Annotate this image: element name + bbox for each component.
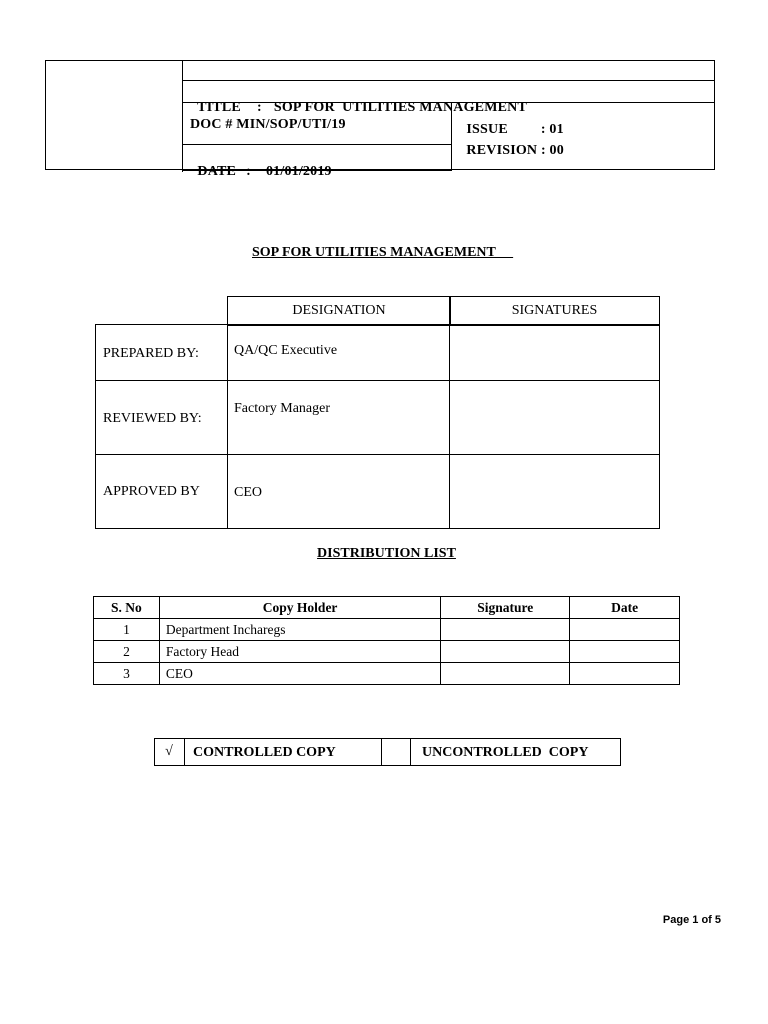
title-row (190, 84, 528, 115)
signature-header: Signature (441, 597, 570, 619)
reviewed-by-designation: Factory Manager (234, 401, 331, 416)
uncontrolled-checkbox (382, 739, 410, 765)
sno-header: S. No (94, 597, 160, 619)
signoff-col-1 (227, 324, 228, 529)
sno-cell: 3 (94, 663, 160, 685)
issue-value: : 01 (540, 122, 564, 137)
signature-cell (441, 663, 570, 685)
signoff-row-rule-2 (95, 454, 660, 455)
prepared-by-label: PREPARED BY: (103, 346, 199, 361)
copy-status-div-3 (410, 738, 411, 766)
date-cell (570, 641, 680, 663)
title-value: SOP FOR UTILITIES MANAGEMENT (273, 100, 528, 115)
designation-header: DESIGNATION (292, 303, 386, 318)
distribution-table (93, 596, 680, 685)
signature-cell (441, 641, 570, 663)
copy-holder-cell: CEO (159, 663, 440, 685)
title-label: TITLE (197, 100, 241, 115)
title-sep: : (256, 100, 262, 115)
date-label: DATE (197, 164, 237, 179)
distribution-heading: DISTRIBUTION LIST (317, 546, 456, 561)
revision-label: REVISION (466, 143, 538, 158)
sno-cell: 1 (94, 619, 160, 641)
table-row (94, 619, 680, 641)
signoff-row-rule-1 (95, 380, 660, 381)
copy-holder-header: Copy Holder (159, 597, 440, 619)
distribution-header-row (94, 597, 680, 619)
date-sep: : (246, 164, 251, 179)
document-title: SOP FOR UTILITIES MANAGEMENT (252, 245, 514, 260)
doc-number: DOC # MIN/SOP/UTI/19 (190, 117, 346, 132)
table-row (94, 663, 680, 685)
controlled-check-mark-icon: √ (165, 744, 173, 759)
signatures-header: SIGNATURES (511, 303, 598, 318)
prepared-by-designation: QA/QC Executive (234, 343, 338, 358)
reviewed-by-label: REVIEWED BY: (103, 411, 202, 426)
revision-row (459, 127, 564, 159)
date-header: Date (570, 597, 680, 619)
sno-cell: 2 (94, 641, 160, 663)
table-row (94, 641, 680, 663)
date-cell (570, 619, 680, 641)
copy-holder-cell: Department Incharegs (159, 619, 440, 641)
approved-by-designation: CEO (234, 485, 262, 500)
revision-value: : 00 (540, 143, 564, 158)
header-rule-1 (182, 80, 715, 81)
signature-cell (441, 619, 570, 641)
page-number: Page 1 of 5 (662, 914, 721, 926)
copy-holder-cell: Factory Head (159, 641, 440, 663)
date-value: 01/01/2019 (265, 164, 332, 179)
uncontrolled-copy-label: UNCONTROLLED COPY (422, 745, 589, 760)
header-rule-3 (182, 144, 452, 145)
date-cell (570, 663, 680, 685)
issue-label: ISSUE (466, 122, 508, 137)
copy-status-div-1 (184, 738, 185, 766)
approved-by-label: APPROVED BY (103, 484, 200, 499)
logo-box-divider (182, 60, 183, 172)
date-row (190, 148, 332, 180)
controlled-copy-label: CONTROLLED COPY (193, 745, 336, 760)
signoff-col-2 (449, 324, 450, 529)
